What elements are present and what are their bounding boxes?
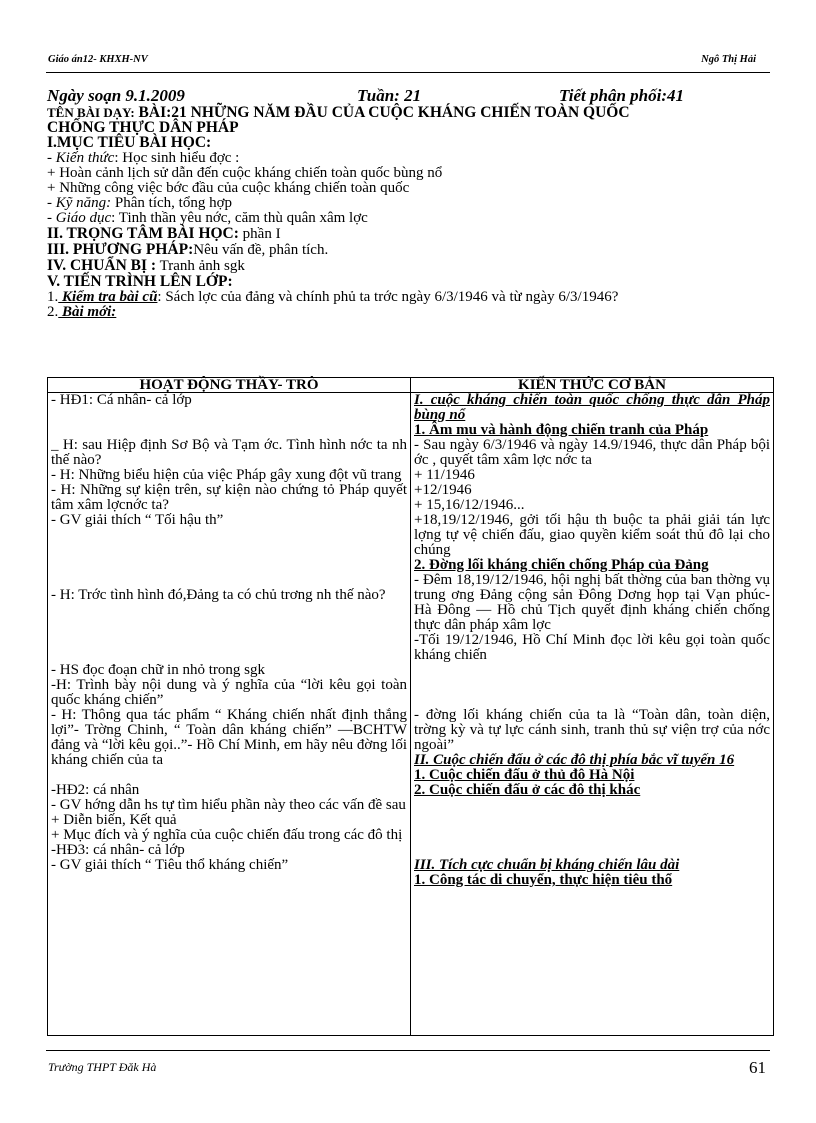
column-header-knowledge: KIẾN THỨC CƠ BẢN	[411, 378, 774, 393]
activities-cell	[48, 393, 411, 1036]
preparation-section: IV. CHUẨN BỊ : Tranh ảnh sgk	[47, 257, 245, 274]
knowledge-heading: I. cuộc kháng chiến toàn quốc chống thực dân Pháp bùng nổ	[414, 393, 770, 423]
footer-rule	[46, 1050, 770, 1051]
week: Tuần: 21	[357, 86, 422, 105]
activity-text: - GV giải thích “ Tối hậu th”	[51, 512, 224, 528]
knowledge-subheading: 2. Đờng lối kháng chiến chống Pháp của Đảng	[414, 557, 709, 573]
activity-text: - HS đọc đoạn chữ in nhỏ trong sgk	[51, 662, 265, 678]
activity-text: - H: Những biểu hiện của việc Pháp gây xung đột vũ trang	[51, 467, 402, 483]
knowledge-text: + 11/1946	[414, 467, 475, 483]
knowledge-heading: II. Cuộc chiến đấu ở các đô thị phía bắc vĩ tuyến 16	[414, 752, 735, 768]
lesson-table	[47, 377, 774, 1036]
activity-text: - GV giải thích “ Tiêu thổ kháng chiến”	[51, 857, 289, 873]
activity-text: -H: Trình bày nội dung và ý nghĩa của “lời kêu gọi toàn quốc kháng chiến”	[51, 677, 407, 708]
header-right: Ngô Thị Hải	[701, 54, 756, 65]
knowledge-text: + 15,16/12/1946...	[414, 497, 525, 513]
lesson-title: TÊN BÀI DẠY: BÀI:21 NHỮNG NĂM ĐẦU CỦA CUỘC KHÁNG CHIẾN TOÀN QUỐC	[47, 104, 630, 121]
lesson-meta	[47, 86, 771, 105]
column-header-activities: HOẠT ĐỘNG THẦY- TRÒ	[48, 378, 411, 393]
activity-text: - H: Trớc tình hình đó,Đảng ta có chủ trơng nh thế nào?	[51, 587, 386, 603]
header-left: Giáo án12- KHXH-NV	[48, 54, 148, 65]
knowledge-text: +12/1946	[414, 482, 472, 498]
activity-text: - GV hớng dẫn hs tự tìm hiểu phần này theo các vấn đề sau	[51, 797, 406, 813]
document-body	[47, 86, 771, 320]
method-section: III. PHƯƠNG PHÁP:Nêu vấn đề, phân tích.	[47, 241, 329, 258]
objective-knowledge: - Kiến thức: Học sinh hiểu đợc :	[47, 150, 240, 166]
process-heading: V. TIẾN TRÌNH LÊN LỚP:	[47, 273, 233, 290]
knowledge-text: +18,19/12/1946, gởi tối hậu th buộc ta phải giải tán lực lợng tự vệ chiến đấu, giao quyền kiểm soát thủ đô lại cho chúng	[414, 512, 770, 558]
knowledge-text: - đờng lối kháng chiến của ta là “Toàn dân, toàn diện, trờng kỳ và tự lực cánh sinh, tranh thủ sự viện trợ của nớc ngoài”	[414, 707, 770, 753]
knowledge-text: -Tối 19/12/1946, Hồ Chí Minh đọc lời kêu gọi toàn quốc kháng chiến	[414, 632, 770, 663]
page-number: 61	[749, 1058, 766, 1077]
objectives-heading: I.MỤC TIÊU BÀI HỌC:	[47, 134, 212, 151]
activity-text: - H: Thông qua tác phẩm “ Kháng chiến nhất định thắng lợi”- Trờng Chinh, “ Toàn dân kháng chiến” —BCHTW đảng và “lời kêu gọi..”- Hồ Chí Minh, em hãy nêu đờng lối kháng chiến của ta	[51, 707, 407, 768]
review-question: 1. Kiểm tra bài cũ: Sách lợc của đảng và chính phủ ta trớc ngày 6/3/1946 và từ ngày 6/3/1946?	[47, 289, 619, 305]
activity-text: _ H: sau Hiệp định Sơ Bộ và Tạm ớc. Tình hình nớc ta nh thế nào?	[51, 437, 407, 468]
objective-k1: + Hoàn cảnh lịch sử dẫn đến cuộc kháng chiến toàn quốc bùng nổ	[47, 165, 443, 181]
knowledge-subheading: 1. Cuộc chiến đấu ở thủ đô Hà Nội	[414, 767, 635, 783]
period: Tiết phân phối:41	[559, 86, 684, 105]
lesson-title-line2: CHỐNG THỰC DÂN PHÁP	[47, 119, 239, 136]
activity-text: - HĐ1: Cá nhân- cả lớp	[51, 393, 192, 408]
objective-skill: - Kỹ năng: Phân tích, tổng hợp	[47, 195, 232, 211]
focus-section: II. TRỌNG TÂM BÀI HỌC: phần I	[47, 225, 281, 242]
knowledge-subheading: 2. Cuộc chiến đấu ở các đô thị khác	[414, 782, 641, 798]
knowledge-text: - Đêm 18,19/12/1946, hội nghị bất thờng của ban thờng vụ trung ơng Đảng cộng sản Đông Dơng họp tại Vạn phúc- Hà Đông — Hồ chủ Tịch quyết định kháng chiến chống thực dân pháp xâm lợc	[414, 572, 770, 633]
preparation-date: Ngày soạn 9.1.2009	[47, 86, 185, 105]
new-lesson-heading: 2. Bài mới:	[47, 304, 117, 320]
knowledge-heading: III. Tích cực chuẩn bị kháng chiến lâu dài	[414, 857, 680, 873]
knowledge-subheading: 1. Âm mu và hành động chiến tranh của Pháp	[414, 422, 709, 438]
activity-text: + Mục đích và ý nghĩa của cuộc chiến đấu trong các đô thị	[51, 827, 403, 843]
objective-k2: + Những công việc bớc đầu của cuộc kháng chiến toàn quốc	[47, 180, 410, 196]
activity-text: -HĐ2: cá nhân	[51, 782, 140, 798]
objective-education: - Giáo dục: Tinh thần yêu nớc, căm thù quân xâm lợc	[47, 210, 368, 226]
activity-text: -HĐ3: cá nhân- cả lớp	[51, 842, 185, 858]
knowledge-subheading: 1. Công tác di chuyển, thực hiện tiêu thổ	[414, 872, 673, 888]
footer-school: Trường THPT Đăk Hà	[48, 1060, 157, 1074]
knowledge-cell	[411, 393, 774, 1036]
knowledge-text: - Sau ngày 6/3/1946 và ngày 14.9/1946, thực dân Pháp bội ớc , quyết tâm xâm lợc nớc ta	[414, 437, 770, 468]
activity-text: - H: Những sự kiện trên, sự kiện nào chứng tỏ Pháp quyết tâm xâm lợcnớc ta?	[51, 482, 407, 513]
header-rule	[46, 72, 770, 73]
activity-text: + Diễn biến, Kết quả	[51, 812, 177, 828]
